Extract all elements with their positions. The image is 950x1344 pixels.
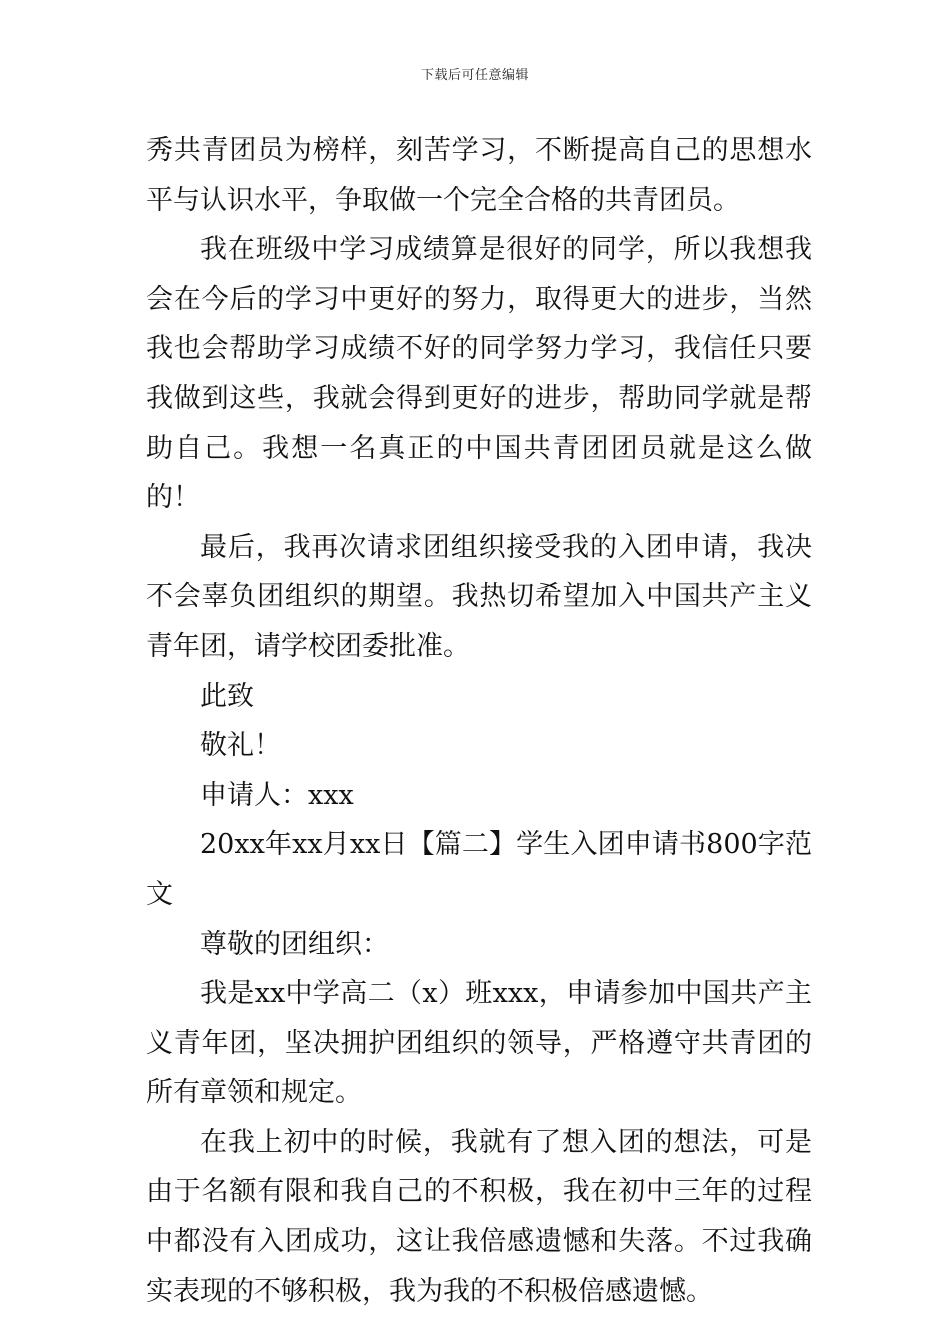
paragraph-1: 秀共青团员为榜样，刻苦学习，不断提高自己的思想水平与认识水平，争取做一个完全合格的共青团员。 bbox=[146, 135, 812, 216]
date-and-section-title: 20xx年xx月xx日【篇二】学生入团申请书800字范文 bbox=[146, 829, 812, 910]
paragraph-junior-high: 在我上初中的时候，我就有了想入团的想法，可是由于名额有限和我自己的不积极，我在初中三年的过程中都没有入团成功，这让我倍感遗憾和失落。不过我确实表现的不够积极，我为我的不积极倍感遗憾。 bbox=[146, 1126, 812, 1307]
paragraph-2: 我在班级中学习成绩算是很好的同学，所以我想我会在今后的学习中更好的努力，取得更大的进步，当然我也会帮助学习成绩不好的同学努力学习，我信任只要我做到这些，我就会得到更好的进步，帮助同学就是帮助自己。我想一名真正的中国共青团团员就是这么做的！ bbox=[146, 234, 812, 514]
greeting: 尊敬的团组织： bbox=[200, 928, 389, 960]
applicant-line: 申请人：xxx bbox=[200, 779, 354, 811]
closing-salutation: 此致 bbox=[200, 680, 254, 712]
paragraph-intro: 我是xx中学高二（x）班xxx，申请参加中国共产主义青年团，坚决拥护团组织的领导，严格遵守共青团的所有章领和规定。 bbox=[146, 978, 812, 1109]
paragraph-3: 最后，我再次请求团组织接受我的入团申请，我决不会辜负团组织的期望。我热切希望加入中国共产主义青年团，请学校团委批准。 bbox=[146, 531, 812, 662]
document-body bbox=[146, 126, 812, 1316]
page-header: 下载后可任意编辑 bbox=[420, 68, 529, 83]
closing-regards: 敬礼！ bbox=[200, 730, 281, 762]
